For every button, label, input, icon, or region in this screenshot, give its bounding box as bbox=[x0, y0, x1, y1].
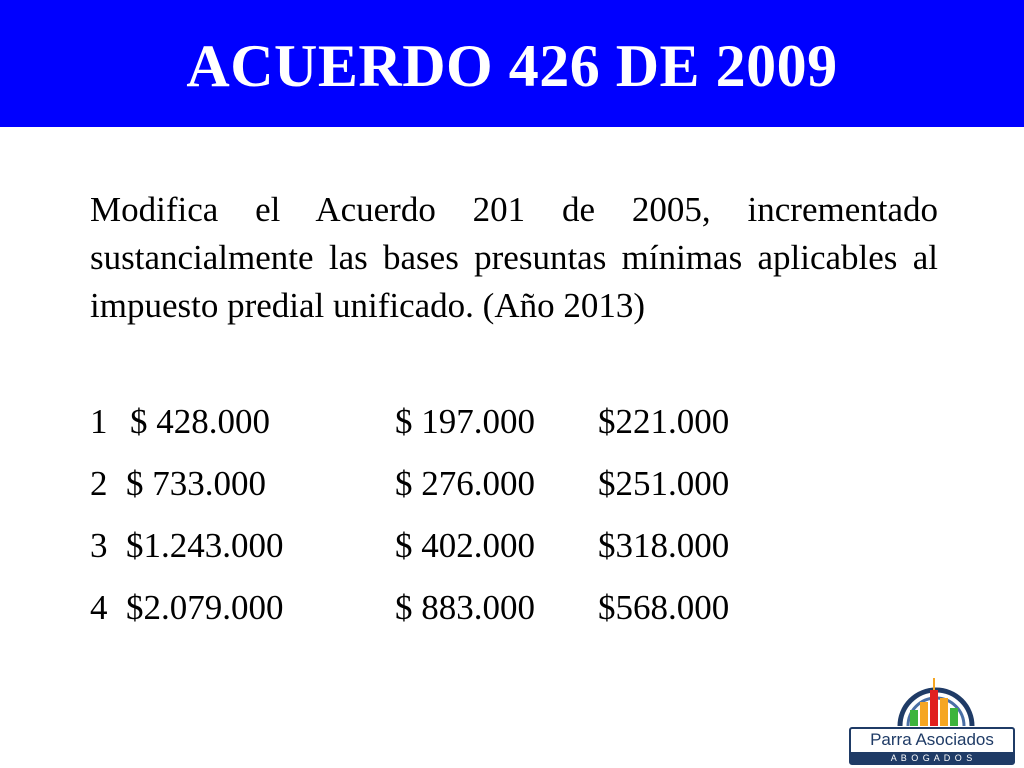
logo-building-3 bbox=[930, 690, 938, 726]
logo-building-5 bbox=[950, 708, 958, 726]
value-c: $318.000 bbox=[598, 526, 730, 565]
value-a: $1.243.000 bbox=[126, 526, 284, 565]
logo-building-1 bbox=[910, 710, 918, 726]
slide-title: ACUERDO 426 DE 2009 bbox=[186, 33, 838, 99]
value-a: $2.079.000 bbox=[126, 588, 284, 627]
row-number: 1 bbox=[90, 402, 108, 441]
logo-name: Parra Asociados bbox=[870, 730, 994, 749]
title-bar bbox=[0, 0, 1024, 127]
value-c: $251.000 bbox=[598, 464, 730, 503]
value-b: $ 402.000 bbox=[395, 526, 535, 565]
table-row bbox=[90, 586, 850, 630]
value-a: $ 733.000 bbox=[126, 464, 266, 503]
table-row bbox=[90, 400, 850, 444]
value-b: $ 276.000 bbox=[395, 464, 535, 503]
value-c: $568.000 bbox=[598, 588, 730, 627]
value-b: $ 197.000 bbox=[395, 402, 535, 441]
row-number: 2 bbox=[90, 464, 108, 503]
description-paragraph: Modifica el Acuerdo 201 de 2005, incrementado sustancialmente las bases presuntas mínimas aplicables al impuesto predial unificado. (Año 2013) bbox=[90, 190, 938, 325]
logo-building-2 bbox=[920, 702, 928, 726]
row-number: 4 bbox=[90, 588, 108, 627]
logo-subtitle: A B O G A D O S bbox=[890, 753, 974, 763]
table-row bbox=[90, 524, 850, 568]
value-b: $ 883.000 bbox=[395, 588, 535, 627]
value-c: $221.000 bbox=[598, 402, 730, 441]
table-row bbox=[90, 462, 850, 506]
logo-building-4 bbox=[940, 698, 948, 726]
row-number: 3 bbox=[90, 526, 108, 565]
value-a: $ 428.000 bbox=[130, 402, 270, 441]
